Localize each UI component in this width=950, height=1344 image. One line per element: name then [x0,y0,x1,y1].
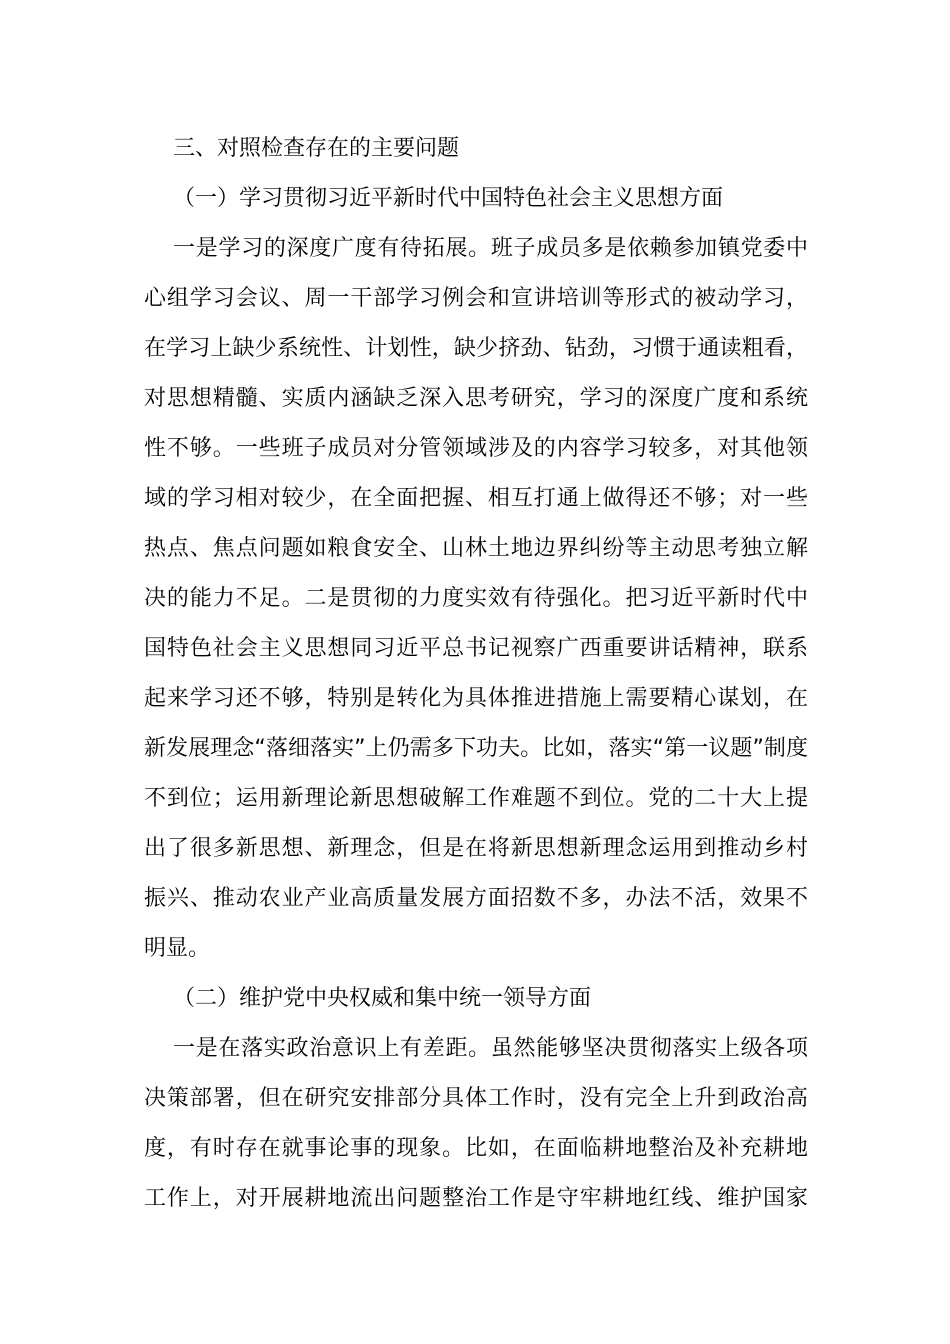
paragraph-line: 在学习上缺少系统性、计划性，缺少挤劲、钻劲，习惯于通读粗看， [144,336,808,361]
paragraph-line: 出了很多新思想、新理念，但是在将新思想新理念运用到推动乡村 [144,836,808,861]
paragraph-line: 明显。 [144,936,211,961]
paragraph-line: 对思想精髓、实质内涵缺乏深入思考研究，学习的深度广度和系统 [144,386,808,411]
paragraph-line: 新发展理念“落细落实”上仍需多下功夫。比如，落实“第一议题”制度 [144,736,808,761]
paragraph-line: 热点、焦点问题如粮食安全、山林土地边界纠纷等主动思考独立解 [144,536,808,561]
paragraph-line: 不到位；运用新理论新思想破解工作难题不到位。党的二十大上提 [144,786,808,811]
paragraph-line: 振兴、推动农业产业高质量发展方面招数不多，办法不活，效果不 [144,886,808,911]
paragraph-line: 国特色社会主义思想同习近平总书记视察广西重要讲话精神，联系 [144,636,808,661]
paragraph-line: 工作上，对开展耕地流出问题整治工作是守牢耕地红线、维护国家 [144,1186,808,1211]
paragraph-line: 域的学习相对较少，在全面把握、相互打通上做得还不够；对一些 [144,486,808,511]
section-heading: 三、对照检查存在的主要问题 [173,136,460,161]
paragraph-line: 决的能力不足。二是贯彻的力度实效有待强化。把习近平新时代中 [144,586,808,611]
paragraph-line: 性不够。一些班子成员对分管领域涉及的内容学习较多，对其他领 [144,436,808,461]
paragraph-line: 起来学习还不够，特别是转化为具体推进措施上需要精心谋划，在 [144,686,808,711]
subsection-1-heading: （一）学习贯彻习近平新时代中国特色社会主义思想方面 [173,186,724,211]
paragraph-line: 决策部署，但在研究安排部分具体工作时，没有完全上升到政治高 [144,1086,808,1111]
paragraph-line: 度，有时存在就事论事的现象。比如，在面临耕地整治及补充耕地 [144,1136,808,1161]
paragraph-line: 一是在落实政治意识上有差距。虽然能够坚决贯彻落实上级各项 [173,1036,808,1061]
paragraph-line: 一是学习的深度广度有待拓展。班子成员多是依赖参加镇党委中 [173,236,808,261]
paragraph-line: 心组学习会议、周一干部学习例会和宣讲培训等形式的被动学习， [144,286,808,311]
subsection-2-heading: （二）维护党中央权威和集中统一领导方面 [173,986,592,1011]
